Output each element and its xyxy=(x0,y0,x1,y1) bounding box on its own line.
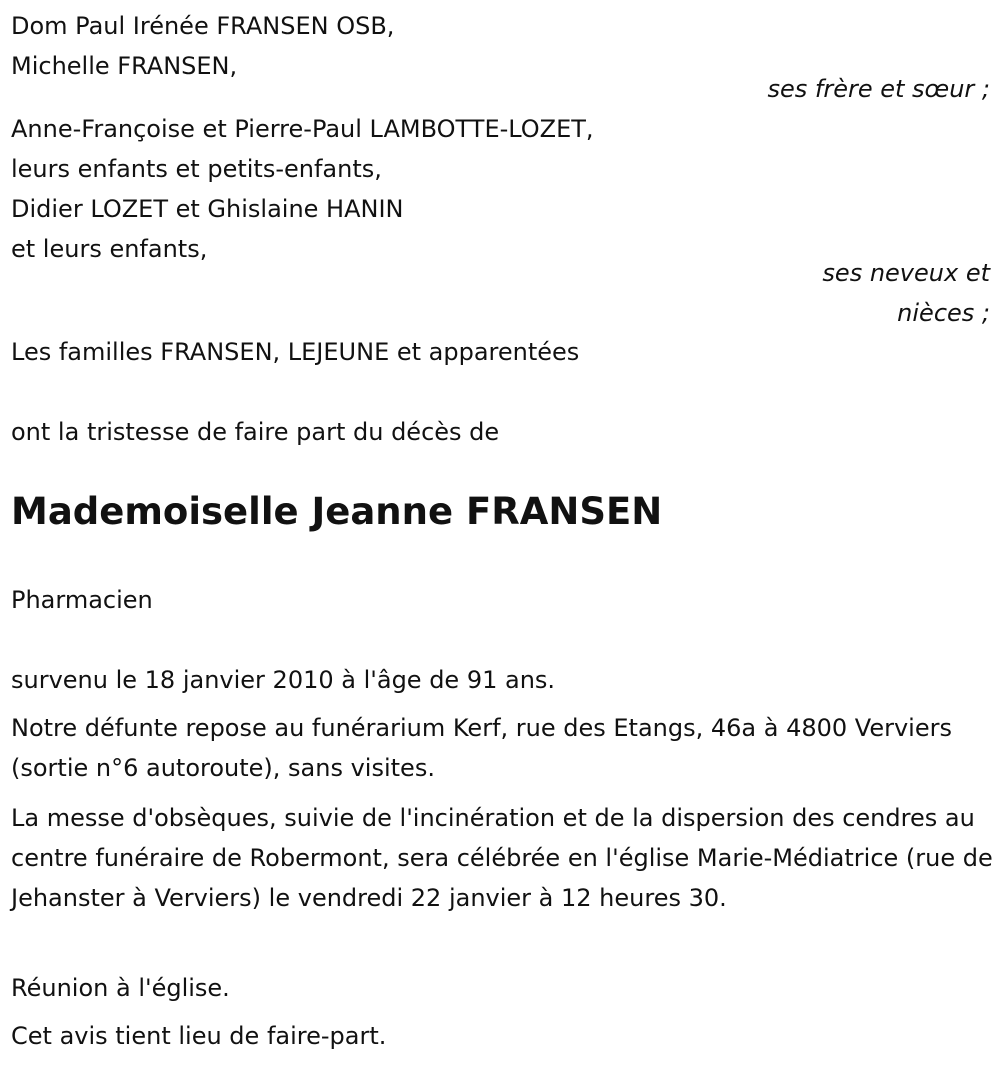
nephews-names xyxy=(11,109,989,269)
profession: Pharmacien xyxy=(11,586,153,614)
families-line: Les familles FRANSEN, LEJEUNE et apparentées xyxy=(11,338,580,366)
mass-info: La messe d'obsèques, suivie de l'incinération et de la dispersion des cendres au centre funéraire de Robermont, sera célébrée en l'église Marie-Médiatrice (rue de Jehanster à Verviers) le vendredi 22 janvier à 12 heures 30. xyxy=(11,804,993,912)
siblings-relation: ses frère et sœur ; xyxy=(767,75,990,103)
nephew-line: et leurs enfants, xyxy=(11,235,208,263)
nephews-relation-line: ses neveux et xyxy=(822,259,990,287)
nephews-relation-line: nièces ; xyxy=(897,299,990,327)
death-info: survenu le 18 janvier 2010 à l'âge de 91 ans. xyxy=(11,666,556,694)
sibling-name: Michelle FRANSEN, xyxy=(11,52,238,80)
sibling-name: Dom Paul Irénée FRANSEN OSB, xyxy=(11,12,395,40)
announcement-line: ont la tristesse de faire part du décès de xyxy=(11,418,500,446)
nephew-line: Anne-Françoise et Pierre-Paul LAMBOTTE-LOZET, xyxy=(11,115,594,143)
deceased-name: Mademoiselle Jeanne FRANSEN xyxy=(11,490,663,533)
nephews-relation xyxy=(822,253,990,333)
rest-place: Notre défunte repose au funérarium Kerf, rue des Etangs, 46a à 4800 Verviers (sortie n°6 autoroute), sans visites. xyxy=(11,714,952,782)
nephew-line: Didier LOZET et Ghislaine HANIN xyxy=(11,195,404,223)
nephew-line: leurs enfants et petits-enfants, xyxy=(11,155,382,183)
closing-line: Cet avis tient lieu de faire-part. xyxy=(11,1022,387,1050)
meeting-info: Réunion à l'église. xyxy=(11,974,230,1002)
